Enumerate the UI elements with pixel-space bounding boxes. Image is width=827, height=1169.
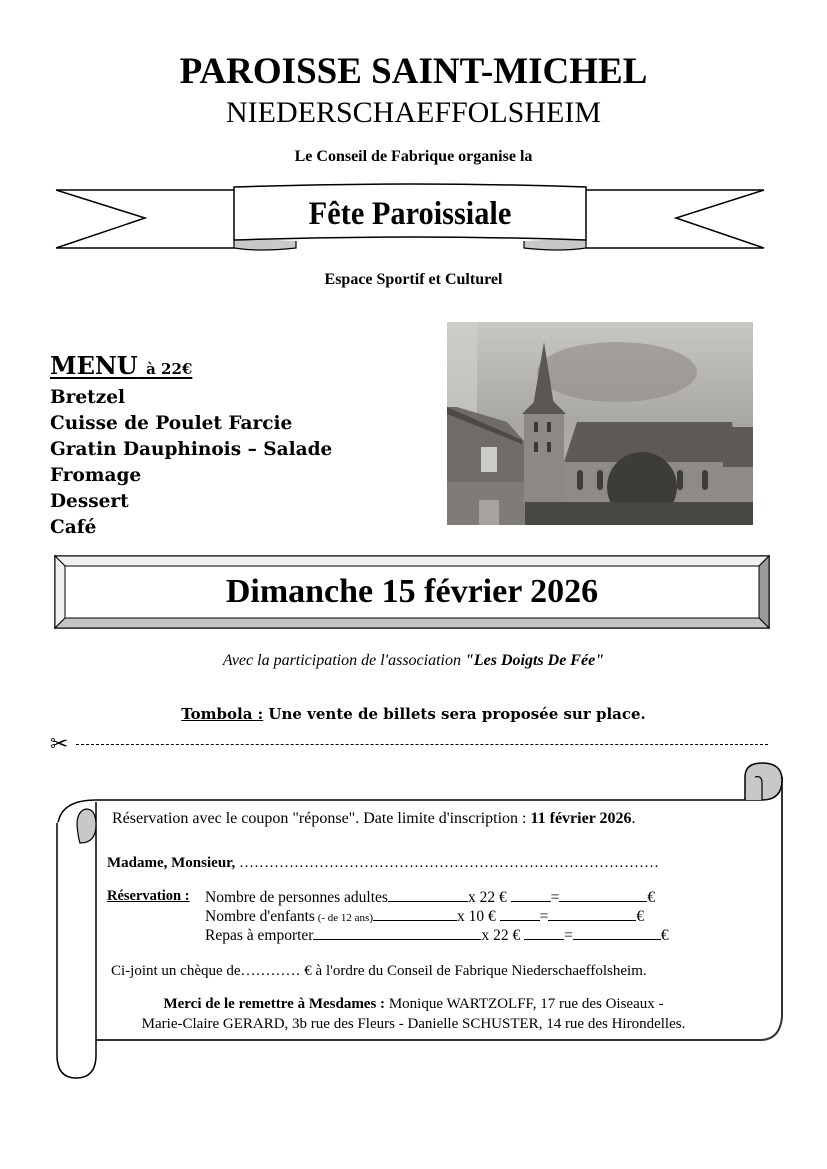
children-qty-blank[interactable] (500, 906, 540, 921)
adults-total-blank[interactable] (559, 887, 647, 902)
name-field-line (107, 853, 659, 873)
menu-item: Fromage (50, 465, 142, 486)
event-date: Dimanche 15 février 2026 (225, 573, 599, 610)
currency: € (636, 908, 645, 925)
church-photo (447, 322, 753, 525)
row-label: Nombre de personnes adultes (205, 889, 388, 906)
menu-title: MENU (50, 351, 138, 380)
reservation-label: Réservation : (107, 888, 190, 904)
cheque-line: Ci-joint un chèque de………… € à l'ordre du Conseil de Fabrique Niederschaeffolsheim. (111, 963, 647, 979)
children-count-blank[interactable] (373, 906, 457, 921)
currency: € (660, 927, 669, 944)
salutation-label: Madame, Monsieur, (107, 855, 236, 871)
reservation-row-adults (205, 887, 655, 907)
return-line-2: Marie-Claire GERARD, 3b rue des Fleurs - Danielle SCHUSTER, 14 rue des Hirondelles. (141, 1016, 686, 1032)
event-title: Fête Paroissiale (308, 196, 512, 232)
menu-price: à 22€ (146, 360, 193, 378)
menu-section (50, 350, 332, 541)
tombola-line (0, 703, 827, 725)
equals-sign: = (539, 908, 549, 925)
equals-sign: = (550, 889, 560, 906)
equals-sign: = (564, 927, 573, 944)
intro-end: . (631, 810, 636, 827)
organiser-line: Le Conseil de Fabrique organise la (294, 148, 533, 165)
menu-item: Café (50, 517, 97, 538)
association-name: "Les Doigts De Fée" (464, 652, 605, 669)
row-note: (- de 12 ans) (314, 912, 374, 924)
unit-price: x 10 € (457, 908, 496, 925)
unit-price: x 22 € (467, 889, 507, 906)
parish-title: PAROISSE SAINT-MICHEL (179, 51, 648, 92)
scissors-icon: ✂ (50, 731, 69, 756)
venue: Espace Sportif et Culturel (324, 271, 503, 288)
children-total-blank[interactable] (548, 906, 636, 921)
intro-text: Réservation avec le coupon "réponse". Date limite d'inscription : (112, 810, 531, 827)
menu-item: Bretzel (50, 387, 126, 408)
return-label: Merci de le remettre à Mesdames : (163, 996, 386, 1012)
currency: € (647, 889, 656, 906)
adults-qty-blank[interactable] (511, 887, 551, 902)
reservation-row-takeaway (205, 925, 669, 945)
return-instructions (0, 994, 827, 1014)
row-label: Repas à emporter (205, 927, 314, 944)
tombola-label: Tombola : (181, 705, 264, 723)
tombola-text: Une vente de billets sera proposée sur place. (263, 705, 646, 723)
row-label: Nombre d'enfants (205, 908, 315, 925)
participation-text: Avec la participation de l'association (222, 652, 465, 669)
takeaway-count-blank[interactable] (313, 925, 481, 940)
reservation-intro (112, 809, 636, 829)
participation-line (0, 650, 827, 672)
name-field-dots[interactable]: ………………………………………………………………………… (235, 855, 659, 871)
menu-item: Cuisse de Poulet Farcie (50, 413, 293, 434)
takeaway-total-blank[interactable] (573, 925, 661, 940)
menu-item: Dessert (50, 491, 129, 512)
menu-item: Gratin Dauphinois – Salade (50, 439, 333, 460)
takeaway-qty-blank[interactable] (524, 925, 564, 940)
cut-line (76, 744, 768, 745)
village-name: NIEDERSCHAEFFOLSHEIM (225, 96, 602, 129)
deadline-date: 11 février 2026 (530, 810, 632, 827)
menu-heading (50, 350, 332, 385)
adults-count-blank[interactable] (388, 887, 468, 902)
return-line-1: Monique WARTZOLFF, 17 rue des Oiseaux - (385, 996, 664, 1012)
unit-price: x 22 € (481, 927, 521, 944)
